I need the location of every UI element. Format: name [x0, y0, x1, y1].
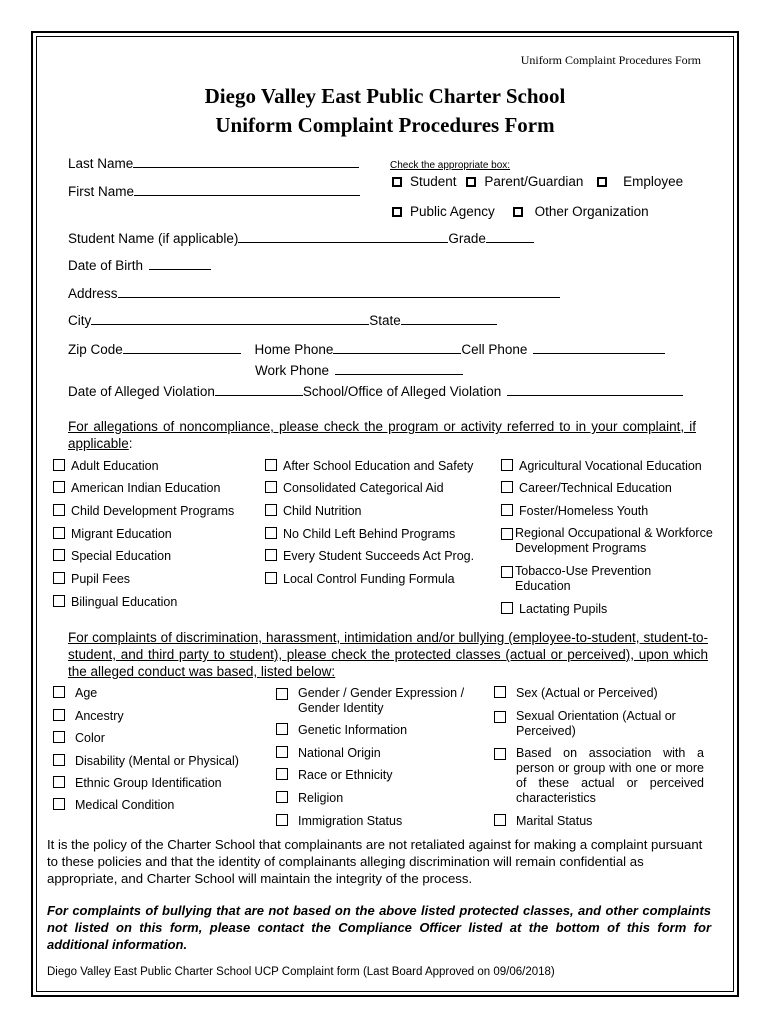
grade-field[interactable] — [486, 229, 534, 243]
protected-class-item[interactable] — [53, 709, 124, 723]
student-name-field[interactable] — [238, 229, 448, 243]
program-item[interactable] — [53, 459, 159, 473]
complainant-type-row-2 — [392, 204, 649, 219]
first-name-field[interactable] — [134, 182, 360, 196]
protected-class-label: Medical Condition — [75, 798, 175, 812]
other-org-checkbox[interactable] — [513, 207, 523, 217]
first-name-row — [68, 182, 360, 199]
program-label: After School Education and Safety — [283, 459, 474, 473]
protected-class-item[interactable] — [276, 768, 392, 782]
program-checkbox[interactable] — [53, 527, 65, 539]
complainant-type-heading: Check the appropriate box: — [390, 160, 511, 171]
protected-class-checkbox[interactable] — [53, 731, 65, 743]
zip-label: Zip Code — [68, 342, 123, 357]
protected-class-checkbox[interactable] — [494, 686, 506, 698]
program-label: Local Control Funding Formula — [283, 572, 455, 586]
school-office-label: School/Office of Alleged Violation — [302, 384, 502, 399]
school-office-field[interactable] — [507, 382, 683, 396]
protected-class-item[interactable] — [53, 686, 97, 700]
protected-class-checkbox[interactable] — [276, 814, 288, 826]
protected-class-label: Sexual Orientation (Actual or Perceived) — [516, 709, 676, 738]
protected-class-checkbox[interactable] — [53, 798, 65, 810]
grade-label: Grade — [448, 231, 486, 246]
phone-row — [68, 340, 665, 357]
first-name-label: First Name — [68, 184, 135, 199]
protected-class-checkbox[interactable] — [276, 768, 288, 780]
work-phone-row — [255, 361, 463, 378]
protected-class-item[interactable] — [276, 791, 343, 805]
protected-class-label: Immigration Status — [298, 814, 403, 828]
dob-label: Date of Birth — [68, 258, 144, 273]
footer-text: Diego Valley East Public Charter School UCP Complaint form (Last Board Approved on 09/06/2018) — [47, 966, 555, 978]
program-checkbox[interactable] — [265, 481, 277, 493]
protected-class-item[interactable] — [494, 686, 658, 700]
program-label: Child Nutrition — [283, 504, 362, 518]
protected-class-item[interactable] — [494, 746, 704, 806]
protected-class-label: Race or Ethnicity — [298, 768, 393, 782]
program-checkbox[interactable] — [265, 549, 277, 561]
program-item[interactable] — [501, 602, 607, 616]
protected-class-item[interactable] — [276, 723, 407, 737]
program-checkbox[interactable] — [53, 481, 65, 493]
program-item[interactable] — [53, 595, 177, 609]
address-field[interactable] — [118, 284, 560, 298]
program-item[interactable] — [501, 504, 648, 518]
zip-field[interactable] — [123, 340, 241, 354]
program-label: Agricultural Vocational Education — [519, 459, 702, 473]
bullying-note: For complaints of bullying that are not based on the above listed protected classes, and other complaints not listed on this form, please contact the Compliance Officer listed at the bottom of this form for additional information. — [47, 903, 711, 952]
protected-class-checkbox[interactable] — [276, 746, 288, 758]
address-label: Address — [68, 286, 118, 301]
work-phone-field[interactable] — [335, 361, 463, 375]
school-title: Diego Valley East Public Charter School — [204, 84, 566, 108]
student-label: Student — [410, 174, 457, 189]
program-item[interactable] — [501, 564, 665, 594]
programs-intro-colon: : — [128, 436, 133, 451]
protected-class-label: Age — [75, 686, 98, 700]
state-field[interactable] — [401, 311, 497, 325]
program-item[interactable] — [265, 504, 362, 518]
program-item[interactable] — [53, 549, 171, 563]
programs-intro-text: For allegations of noncompliance, please check the program or activity referred to in your complaint, if applicable — [68, 419, 696, 451]
program-label: Pupil Fees — [71, 572, 131, 586]
program-checkbox[interactable] — [501, 481, 513, 493]
protected-class-checkbox[interactable] — [494, 711, 506, 723]
program-checkbox[interactable] — [53, 459, 65, 471]
protected-class-label: Religion — [298, 791, 344, 805]
dob-row — [68, 256, 211, 273]
complainant-type-row-1 — [392, 174, 683, 189]
program-label: No Child Left Behind Programs — [283, 527, 456, 541]
protected-class-item[interactable] — [53, 776, 222, 790]
protected-class-label: National Origin — [298, 746, 381, 760]
program-checkbox[interactable] — [53, 504, 65, 516]
city-row — [68, 311, 497, 328]
protected-class-checkbox[interactable] — [53, 709, 65, 721]
protected-class-checkbox[interactable] — [276, 688, 288, 700]
protected-class-item[interactable] — [276, 686, 478, 716]
form-header-label: Uniform Complaint Procedures Form — [520, 53, 701, 67]
last-name-row — [68, 154, 359, 171]
violation-row — [68, 382, 683, 399]
parent-label: Parent/Guardian — [484, 174, 584, 189]
program-checkbox[interactable] — [265, 459, 277, 471]
program-checkbox[interactable] — [501, 602, 513, 614]
protected-class-label: Sex (Actual or Perceived) — [516, 686, 658, 700]
program-label: Special Education — [71, 549, 172, 563]
student-name-row — [68, 229, 534, 246]
student-checkbox[interactable] — [392, 177, 402, 187]
public-agency-label: Public Agency — [410, 204, 495, 219]
program-item[interactable] — [53, 481, 220, 495]
program-label: Foster/Homeless Youth — [519, 504, 649, 518]
protected-class-label: Color — [75, 731, 105, 745]
program-checkbox[interactable] — [265, 504, 277, 516]
home-phone-label: Home Phone — [254, 342, 334, 357]
work-phone-label: Work Phone — [255, 363, 330, 378]
program-label: Lactating Pupils — [519, 602, 608, 616]
protected-class-item[interactable] — [53, 731, 105, 745]
parent-checkbox[interactable] — [466, 177, 476, 187]
protected-class-checkbox[interactable] — [494, 814, 506, 826]
program-checkbox[interactable] — [501, 459, 513, 471]
employee-checkbox[interactable] — [597, 177, 607, 187]
last-name-label: Last Name — [68, 156, 134, 171]
program-label: Adult Education — [71, 459, 159, 473]
address-row — [68, 284, 560, 301]
dob-field[interactable] — [149, 256, 211, 270]
program-item[interactable] — [265, 549, 474, 563]
program-label: Bilingual Education — [71, 595, 178, 609]
program-checkbox[interactable] — [53, 549, 65, 561]
protected-class-checkbox[interactable] — [53, 686, 65, 698]
program-item[interactable] — [53, 527, 172, 541]
program-checkbox[interactable] — [501, 528, 513, 540]
protected-class-item[interactable] — [494, 709, 691, 739]
last-name-field[interactable] — [133, 154, 359, 168]
protected-class-checkbox[interactable] — [494, 748, 506, 760]
program-label: Career/Technical Education — [519, 481, 672, 495]
program-checkbox[interactable] — [501, 504, 513, 516]
protected-class-label: Ethnic Group Identification — [75, 776, 222, 790]
city-field[interactable] — [91, 311, 369, 325]
protected-class-item[interactable] — [276, 814, 402, 828]
protected-class-item[interactable] — [53, 754, 239, 768]
discrimination-intro: For complaints of discrimination, harassment, intimidation and/or bullying (employee-to-student, student-to-student, and third party to student), please check the protected classes (actual or perceived), upon which the alleged conduct was based, listed below: — [68, 630, 708, 679]
date-violation-label: Date of Alleged Violation — [68, 384, 215, 399]
protected-class-item[interactable] — [53, 798, 174, 812]
program-checkbox[interactable] — [265, 527, 277, 539]
program-item[interactable] — [265, 481, 444, 495]
program-item[interactable] — [501, 481, 672, 495]
program-label: Tobacco-Use Prevention Education — [515, 564, 652, 593]
protected-class-item[interactable] — [494, 814, 592, 828]
program-checkbox[interactable] — [501, 566, 513, 578]
protected-class-checkbox[interactable] — [53, 754, 65, 766]
protected-class-item[interactable] — [276, 746, 381, 760]
protected-class-label: Gender / Gender Expression / Gender Identity — [298, 686, 465, 715]
program-label: Regional Occupational & Workforce Development Programs — [515, 526, 713, 555]
program-label: Consolidated Categorical Aid — [283, 481, 444, 495]
protected-class-label: Disability (Mental or Physical) — [75, 754, 239, 768]
cell-phone-label: Cell Phone — [461, 342, 528, 357]
policy-statement: It is the policy of the Charter School that complainants are not retaliated against for making a complaint pursuant to these policies and that the identity of complainants alleging discrimination will remain confidential as appropriate, and Charter School will maintain the integrity of the process. — [47, 837, 703, 886]
program-item[interactable] — [501, 526, 715, 556]
protected-class-checkbox[interactable] — [276, 723, 288, 735]
protected-class-checkbox[interactable] — [53, 776, 65, 788]
program-label: American Indian Education — [71, 481, 221, 495]
protected-class-label: Genetic Information — [298, 723, 408, 737]
program-checkbox[interactable] — [265, 572, 277, 584]
protected-class-label: Marital Status — [516, 814, 593, 828]
protected-class-label: Ancestry — [75, 709, 124, 723]
date-violation-field[interactable] — [215, 382, 303, 396]
program-label: Migrant Education — [71, 527, 172, 541]
form-title: Uniform Complaint Procedures Form — [215, 113, 555, 137]
protected-class-checkbox[interactable] — [276, 791, 288, 803]
home-phone-field[interactable] — [333, 340, 461, 354]
program-item[interactable] — [53, 504, 234, 518]
state-label: State — [369, 313, 401, 328]
program-item[interactable] — [265, 459, 473, 473]
program-checkbox[interactable] — [53, 595, 65, 607]
student-name-label: Student Name (if applicable) — [68, 231, 239, 246]
cell-phone-field[interactable] — [533, 340, 665, 354]
employee-label: Employee — [623, 174, 684, 189]
program-item[interactable] — [265, 572, 455, 586]
city-label: City — [68, 313, 92, 328]
program-label: Child Development Programs — [71, 504, 235, 518]
other-org-label: Other Organization — [534, 204, 649, 219]
program-item[interactable] — [265, 527, 455, 541]
public-agency-checkbox[interactable] — [392, 207, 402, 217]
program-label: Every Student Succeeds Act Prog. — [283, 549, 475, 563]
programs-intro — [68, 418, 696, 452]
program-item[interactable] — [53, 572, 130, 586]
program-checkbox[interactable] — [53, 572, 65, 584]
program-item[interactable] — [501, 459, 702, 473]
protected-class-label: Based on association with a person or group with one or more of these actual or perceived characteristics — [516, 746, 704, 805]
